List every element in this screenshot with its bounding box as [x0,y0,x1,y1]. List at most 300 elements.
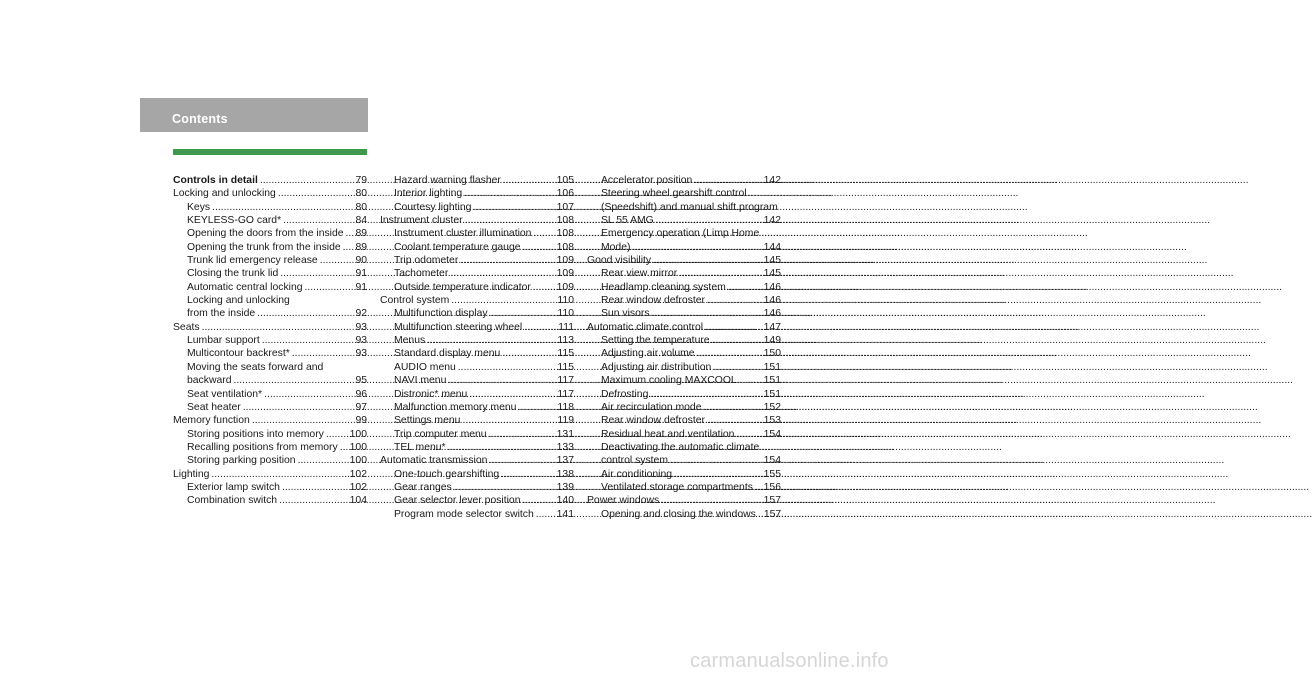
toc-entry-title: Instrument cluster illumination [394,228,532,240]
toc-entry[interactable] [587,361,781,374]
dot-leader [298,454,348,467]
toc-page-number: 91 [355,281,367,293]
toc-page-number: 95 [355,375,367,387]
toc-page-number: 138 [556,468,574,480]
toc-entry[interactable] [380,214,574,227]
dot-leader [490,307,556,320]
toc-page-number: 153 [763,415,781,427]
toc-page-number: 113 [557,335,574,347]
toc-entry-title: Combination switch [187,495,278,507]
toc-entry[interactable] [587,388,781,401]
toc-page-number: 151 [763,361,781,373]
toc-page-number: 108 [556,228,574,240]
toc-entry[interactable] [587,267,781,280]
toc-entry-title: Maximum cooling MAXCOOL [601,375,737,387]
toc-entry[interactable] [587,254,781,267]
toc-entry[interactable] [173,454,367,467]
toc-entry-title: Automatic climate control [587,321,704,333]
toc-page-number: 137 [556,455,574,467]
toc-page-number: 145 [763,268,781,280]
toc-entry-title: Exterior lamp switch [187,481,280,493]
toc-page-number: 100 [349,441,367,453]
toc-page-number: 154 [763,428,781,440]
toc-entry[interactable] [173,307,367,320]
toc-entry[interactable] [587,414,781,427]
toc-entry[interactable] [380,414,574,427]
toc-page-number: 107 [556,201,574,213]
toc-page-number: 145 [763,255,781,267]
toc-entry[interactable] [380,361,574,374]
toc-page-number: 157 [763,508,782,520]
toc-entry-title: Malfunction memory menu [394,401,517,413]
dot-leader [755,481,762,494]
toc-page-number: 152 [763,401,781,413]
toc-page-number: 133 [556,441,574,453]
dot-leader [522,494,554,507]
toc-entry[interactable] [380,307,574,320]
toc-page-number: 151 [763,388,781,400]
toc-entry-title: Tachometer [394,268,449,280]
toc-entry-title: Distronic* menu [394,388,468,400]
toc-entry-title: backward [187,375,232,387]
dot-leader [212,201,353,214]
toc-entry[interactable] [380,227,574,240]
toc-page-number: 140 [556,495,574,507]
toc-entry-title: Coolant temperature gauge [394,241,521,253]
toc-page-number: 142 [763,215,781,227]
dot-leader [533,227,554,240]
toc-entry-title: Deactivating the automatic climate [601,441,760,453]
toc-page-number: 111 [558,321,574,333]
toc-entry[interactable] [173,241,367,254]
toc-entry-title: Program mode selector switch [394,508,534,520]
toc-page-number: 119 [557,415,574,427]
toc-entry-title: Rear window defroster [601,295,705,307]
toc-page-number: 89 [355,241,367,253]
toc-entry[interactable] [173,468,367,481]
dot-leader [489,454,554,467]
toc-entry-title: Multifunction steering wheel [394,321,523,333]
toc-entry[interactable] [380,481,574,494]
dot-leader [464,187,555,200]
toc-entry[interactable] [587,468,781,481]
dot-leader [679,267,761,280]
toc-entry[interactable] [587,347,781,360]
dot-leader [707,414,762,427]
toc-page-number: 146 [763,295,781,307]
dot-leader [448,374,555,387]
dot-leader [650,388,761,401]
dot-leader [473,201,554,214]
toc-entry-title: from the inside [187,308,256,320]
dot-leader [707,294,762,307]
toc-entry-title: Headlamp cleaning system [601,281,726,293]
toc-entry-title: Residual heat and ventilation [601,428,735,440]
toc-entry-title: Opening the trunk from the inside [187,241,341,253]
dot-leader [703,401,761,414]
dot-leader [502,347,555,360]
toc-entry[interactable] [380,401,574,414]
toc-page-number: 157 [763,495,781,507]
toc-entry[interactable] [587,508,781,521]
dot-leader [713,361,761,374]
toc-entry[interactable] [173,214,367,227]
toc-entry-title: Courtesy lighting [394,201,472,213]
toc-page-number: 102 [349,481,367,493]
toc-entry[interactable] [380,254,574,267]
toc-page-number: 97 [355,401,367,413]
toc-page-number: 91 [355,268,367,280]
toc-entry[interactable] [173,334,367,347]
dot-leader [211,468,347,481]
toc-entry-title: Automatic transmission [380,455,488,467]
toc-page-number: 108 [556,215,574,227]
toc-page-number: 149 [763,335,781,347]
dot-leader [652,307,762,320]
toc-page-number: 109 [556,255,574,267]
toc-entry-title: Automatic central locking [187,281,303,293]
toc-entry-title: Defrosting [601,388,649,400]
toc-page-number: 110 [557,308,574,320]
dot-leader [661,494,761,507]
toc-entry-title: Interior lighting [394,188,463,200]
toc-entry-title: Seats [173,321,200,333]
toc-column-2 [380,174,574,521]
dot-leader [458,361,556,374]
toc-page-number: 139 [556,481,574,493]
toc-entry[interactable] [380,508,574,521]
toc-page-number: 93 [355,335,367,347]
toc-page-number: 106 [556,188,574,200]
toc-entry-title: Lumbar support [187,335,260,347]
toc-entry[interactable] [380,187,574,200]
toc-entry-title: Accelerator position [601,175,693,186]
dot-leader [469,388,555,401]
toc-entry-title: Locking and unlocking [173,188,276,200]
toc-entry-title: Air conditioning [601,468,673,480]
dot-leader [694,174,761,187]
toc-entry[interactable] [173,374,367,387]
toc-page-number: 89 [355,228,367,240]
toc-page-number: 104 [349,495,367,507]
toc-entry[interactable] [380,241,574,254]
toc-entry-title: Lighting [173,468,210,480]
toc-entry-title: Trip odometer [394,255,459,267]
dot-leader [501,468,555,481]
toc-entry[interactable] [380,321,574,334]
toc-entry[interactable] [173,361,367,374]
toc-entry-title: Seat ventilation* [187,388,263,400]
dot-leader [257,307,353,320]
dot-leader [697,347,762,360]
toc-entry-title: Gear ranges [394,481,452,493]
toc-page-number: 79 [355,175,367,186]
dot-leader [283,214,353,227]
toc-entry-title: Closing the trunk lid [187,268,279,280]
toc-entry[interactable] [173,267,367,280]
toc-entry[interactable] [173,321,367,334]
toc-entry-title: Emergency operation (Limp Home [601,228,760,240]
toc-entry[interactable] [587,187,781,200]
dot-leader [460,254,554,267]
toc-entry-title: Opening the doors from the inside [187,228,344,240]
toc-column-3 [587,174,781,521]
toc-entry[interactable] [173,428,367,441]
toc-page-number: 142 [763,175,781,186]
dot-leader [326,428,348,441]
toc-entry-title: Rear view mirror [601,268,678,280]
toc-entry[interactable] [587,294,781,307]
toc-entry[interactable] [380,334,574,347]
dot-leader [262,334,354,347]
toc-entry-title: Sun visors [601,308,650,320]
dot-leader [278,187,354,200]
toc-entry[interactable] [173,201,367,214]
dot-leader [536,508,555,521]
toc-entry-title: Storing parking position [187,455,296,467]
toc-entry-title: NAVI menu [394,375,447,387]
toc-page-number: 100 [349,428,367,440]
toc-entry[interactable] [173,254,367,267]
toc-entry[interactable] [587,401,781,414]
toc-entry[interactable] [587,281,781,294]
toc-entry[interactable] [380,281,574,294]
dot-leader [427,334,555,347]
toc-page-number: 92 [355,308,367,320]
dot-leader [292,347,354,360]
dot-leader [280,267,353,280]
toc-entry[interactable] [380,494,574,507]
toc-entry-title: Steering wheel gearshift control [601,188,747,200]
toc-entry-title: One-touch gearshifting [394,468,500,480]
toc-entry-title: Opening and closing the windows [601,508,756,520]
toc-entry[interactable] [173,347,367,360]
dot-leader [202,321,354,334]
toc-entry-title: Recalling positions from memory [187,441,338,453]
toc-page-number: 118 [557,401,574,413]
toc-page-number: 102 [349,468,367,480]
dot-leader [736,428,761,441]
toc-entry[interactable] [380,468,574,481]
dot-leader [346,227,354,240]
toc-entry[interactable] [380,441,574,454]
toc-entry-title: Standard display menu [394,348,501,360]
dot-leader [489,428,555,441]
toc-entry[interactable] [380,201,574,214]
toc-page-number: 109 [556,268,574,280]
toc-entry[interactable] [587,454,781,467]
toc-entry[interactable] [173,494,367,507]
dot-leader [279,494,348,507]
toc-page-number: 150 [763,348,781,360]
dot-leader [343,241,354,254]
dot-leader [518,401,555,414]
toc-entry[interactable] [173,414,367,427]
toc-entry-title: Setting the temperature [601,335,710,347]
toc-entry[interactable] [587,321,781,334]
toc-entry-title: Control system [380,295,450,307]
toc-page-number: 117 [557,388,574,400]
dot-leader [305,281,354,294]
dot-leader [533,281,555,294]
toc-entry[interactable] [587,227,781,240]
toc-entry[interactable] [587,201,781,214]
dot-leader [462,414,555,427]
dot-leader [656,214,762,227]
dot-leader [465,214,555,227]
toc-entry-title: Rear window defroster [601,415,705,427]
dot-leader [632,241,761,254]
toc-page-number: 80 [355,188,367,200]
toc-page-number: 131 [556,428,574,440]
watermark: carmanualsonline.info [690,650,889,672]
toc-page-number: 90 [355,255,367,267]
toc-entry-title: Multifunction display [394,308,488,320]
toc-page-number: 109 [556,281,574,293]
toc-entry-title: Instrument cluster [380,215,463,227]
toc-entry[interactable] [380,388,574,401]
toc-entry-title: Locking and unlocking [187,295,290,307]
dot-leader [728,281,762,294]
dot-leader [670,454,762,467]
toc-entry-title: TEL menu* [394,441,446,453]
dot-leader [448,441,555,454]
toc-entry[interactable] [173,401,367,414]
dot-leader [674,468,762,481]
toc-entry-title: Outside temperature indicator [394,281,531,293]
toc-entry[interactable] [587,481,781,494]
toc-entry-title: Trip computer menu [394,428,487,440]
section-accent-bar [173,149,367,155]
dot-leader [712,334,762,347]
dot-leader [450,267,554,280]
toc-entry-title: control system [601,455,668,467]
dot-leader [705,321,762,334]
dot-leader [320,254,354,267]
toc-page-number: 156 [763,481,781,493]
toc-page-number: 93 [355,348,367,360]
toc-entry[interactable] [173,294,367,307]
toc-entry-title: SL 55 AMG [601,215,654,227]
toc-entry-title: (Speedshift) and manual shift program [601,201,778,213]
page-title: Contents [172,112,228,126]
toc-entry[interactable] [587,374,781,387]
toc-entry-title: Menus [394,335,426,347]
toc-entry-title: Power windows [587,495,660,507]
toc-entry[interactable] [587,441,781,454]
toc-entry-title: Moving the seats forward and [187,361,324,373]
toc-entry[interactable] [587,494,781,507]
toc-page-number: 115 [557,348,574,360]
toc-entry[interactable] [587,334,781,347]
toc-entry-title: Good visibility [587,255,652,267]
toc-page-number: 96 [355,388,367,400]
toc-entry[interactable] [380,374,574,387]
toc-page-number: 117 [557,375,574,387]
dot-leader [340,441,348,454]
toc-entry-title: Air recirculation mode [601,401,702,413]
toc-entry[interactable] [173,227,367,240]
toc-entry-title: Storing positions into memory [187,428,324,440]
toc-page-number: 108 [556,241,574,253]
toc-entry-title: Gear selector lever position [394,495,521,507]
toc-entry-title: Trunk lid emergency release [187,255,318,267]
header-box [140,98,368,132]
toc-entry-title: Hazard warning flasher [394,175,501,186]
toc-page-number: 84 [355,215,367,227]
toc-entry-title: Controls in detail [173,175,258,186]
toc-entry[interactable] [173,281,367,294]
dot-leader [233,374,353,387]
toc-page-number: 115 [557,361,574,373]
dot-leader [451,294,555,307]
toc-page-number: 146 [763,281,781,293]
toc-entry-title: KEYLESS-GO card* [187,215,282,227]
toc-entry[interactable] [380,347,574,360]
toc-entry[interactable] [380,294,574,307]
toc-entry-title: Adjusting air distribution [601,361,712,373]
dot-leader [524,321,556,334]
toc-page-number: 144 [763,241,781,253]
toc-entry[interactable] [587,214,781,227]
toc-page-number: 151 [763,375,781,387]
toc-page-number: 141 [556,508,574,520]
dot-leader [260,174,354,187]
toc-entry[interactable] [587,174,781,187]
toc-entry-title: Memory function [173,415,250,427]
toc-entry[interactable] [173,388,367,401]
toc-page-number: 100 [349,455,367,467]
toc-page-number: 93 [355,321,367,333]
toc-entry[interactable] [380,267,574,280]
dot-leader [523,241,555,254]
toc-page-number: 99 [355,415,367,427]
toc-entry-title: Keys [187,201,211,213]
toc-page-number: 146 [763,308,781,320]
toc-entry[interactable] [380,428,574,441]
toc-entry[interactable] [587,241,781,254]
toc-page-number: 80 [355,201,367,213]
toc-entry-title: Seat heater [187,401,241,413]
toc-entry-title: Mode) [601,241,631,253]
toc-entry[interactable] [587,428,781,441]
toc-entry-title: Multicontour backrest* [187,348,290,360]
dot-leader [264,388,353,401]
dot-leader [758,508,762,521]
toc-column-1 [173,174,367,508]
toc-page-number: 154 [763,455,781,467]
dot-leader [739,374,762,387]
dot-leader [503,174,555,187]
toc-entry[interactable] [380,174,574,187]
toc-entry[interactable] [587,307,781,320]
dot-leader [653,254,762,267]
toc-entry-title: Settings menu [394,415,461,427]
toc-entry[interactable] [173,174,367,187]
toc-entry-title: Adjusting air volume [601,348,695,360]
toc-entry[interactable] [380,454,574,467]
dot-leader [454,481,555,494]
dot-leader [282,481,348,494]
toc-page-number: 155 [763,468,781,480]
toc-page-number: 105 [556,175,574,186]
toc-entry[interactable] [173,441,367,454]
toc-entry-title: AUDIO menu [394,361,456,373]
dot-leader [243,401,354,414]
toc-entry[interactable] [173,481,367,494]
toc-page-number: 110 [557,295,574,307]
toc-entry[interactable] [173,187,367,200]
